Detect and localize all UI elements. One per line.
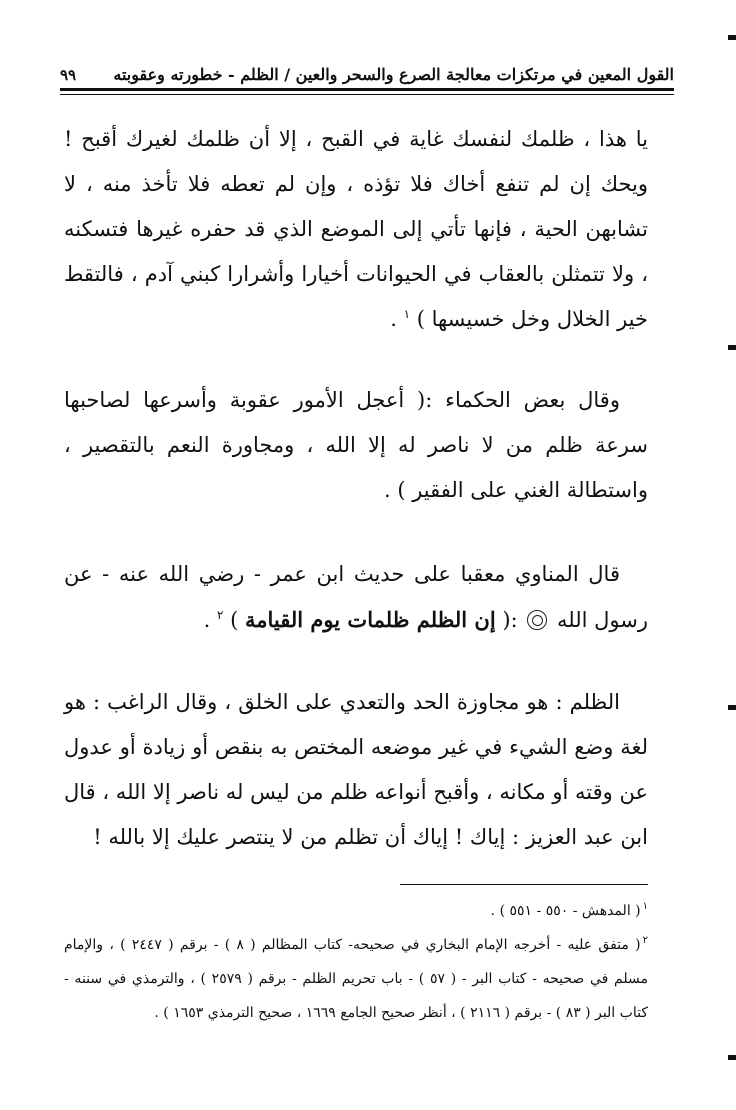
footnote-2 xyxy=(64,928,648,1030)
page-number: ٩٩ xyxy=(60,66,77,84)
footnote-1-text: ( المدهش - ٥٥٠ - ٥٥١ ) . xyxy=(490,903,641,919)
paragraph-1-end: . xyxy=(390,307,397,331)
footnote-separator xyxy=(400,884,648,885)
running-title: القول المعين في مرتكزات معالجة الصرع والسحر والعين / الظلم - خطورته وعقوبته xyxy=(113,65,674,84)
footnote-ref-2: ٢ xyxy=(216,608,224,622)
edge-mark xyxy=(728,345,736,350)
paragraph-3 xyxy=(64,552,648,643)
footnote-2-number: ٢ xyxy=(642,935,648,947)
paragraph-1-text: يا هذا ، ظلمك لنفسك غاية في القبح ، إلا أن ظلمك لغيرك أقبح ! ويحك إن لم تنفع أخاك فلا تؤذه ، وإن لم تعطه فلا تأخذ منه ، لا تشابهن الحية ، فإنها تأتي إلى الموضع الذي قد حفره غيرها فتسكنه ، ولا تتمثلن بالعقاب في الحيوانات أخيارا وأشرارا كبني آدم ، فالتقط خير الخلال وخل خسيسها ) xyxy=(64,127,648,331)
edge-mark xyxy=(728,35,736,40)
paragraph-2-text: وقال بعض الحكماء :( أعجل الأمور عقوبة وأسرعها لصاحبها سرعة ظلم من لا ناصر له إلا الله ، ومجاورة النعم بالتقصير ، واستطالة الغني على الفقير ) . xyxy=(64,388,648,502)
paragraph-3-end: . xyxy=(203,608,211,632)
paragraph-4-text: الظلم : هو مجاوزة الحد والتعدي على الخلق ، وقال الراغب : هو لغة وضع الشيء في غير موضعه المختص به بنقص أو زيادة أو عدول عن وقته أو مكانه ، وأقبح أنواعه ظلم من ليس له ناصر إلا الله ، قال ابن عبد العزيز : إياك ! إياك أن تظلم من لا ينتصر عليك إلا بالله ! xyxy=(63,690,648,849)
paragraph-4 xyxy=(64,680,648,860)
footnote-1 xyxy=(64,894,648,928)
hadith-quote: إن الظلم ظلمات يوم القيامة xyxy=(245,607,496,632)
page-header xyxy=(60,52,674,88)
header-rule-thick xyxy=(60,88,674,91)
footnote-2-text: ( متفق عليه - أخرجه الإمام البخاري في صحيحه- كتاب المظالم ( ٨ ) - برقم ( ٢٤٤٧ ) ، والإمام مسلم في صحيحه - كتاب البر - ( ٥٧ ) - باب تحريم الظلم - برقم ( ٢٥٧٩ ) ، والترمذي في سننه - كتاب البر ( ٨٣ ) - برقم ( ٢١١٦ ) ، أنظر صحيح الجامع ١٦٦٩ ، صحيح الترمذي ١٦٥٣ ) . xyxy=(64,937,648,1021)
edge-mark xyxy=(728,705,736,710)
salla-allah-alayhi-wasallam-icon xyxy=(527,610,547,630)
footnote-1-number: ١ xyxy=(642,901,648,913)
footnotes xyxy=(64,894,648,1030)
paragraph-3-text: قال المناوي معقبا على حديث ابن عمر - رضي الله عنه - عن رسول الله xyxy=(64,562,648,632)
footnote-ref-1: ١ xyxy=(403,307,411,321)
edge-mark xyxy=(728,1055,736,1060)
quote-close: ) xyxy=(230,608,239,632)
header-rule-thin xyxy=(60,94,674,95)
paragraph-2 xyxy=(64,378,648,513)
paragraph-1 xyxy=(64,117,648,342)
quote-open: :( xyxy=(502,608,518,632)
